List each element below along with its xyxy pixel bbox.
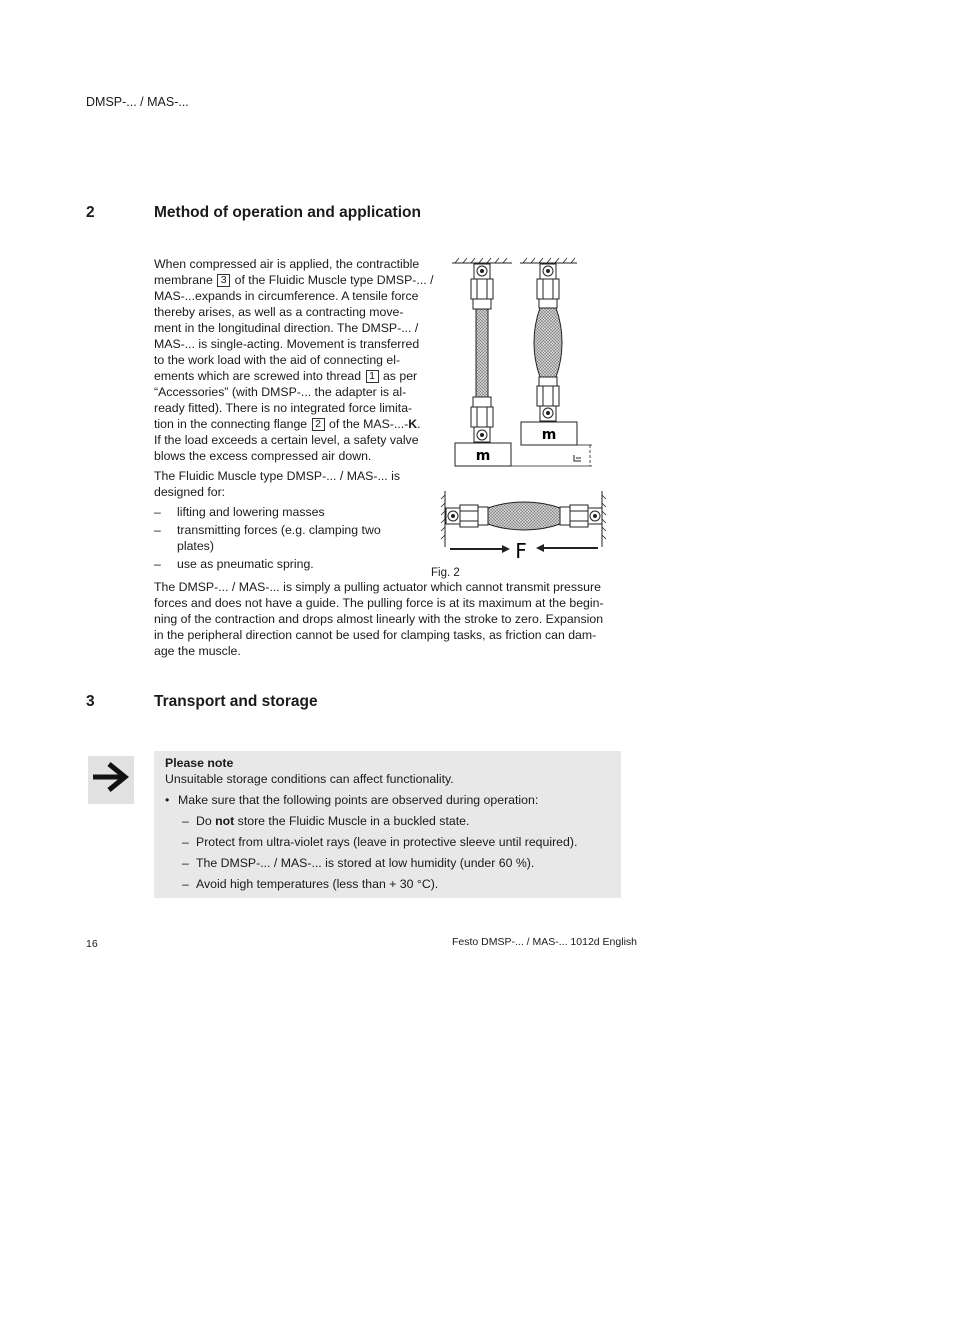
note-subitem-text: Avoid high temperatures (less than + 30 °C).	[196, 877, 439, 891]
section-number: 2	[86, 204, 95, 221]
text-line: to the work load with the aid of connecting el-	[154, 353, 401, 367]
text-fragment: membrane	[154, 273, 213, 287]
text-line: The DMSP-... / MAS-... is simply a pulling actuator which cannot transmit pressure	[154, 580, 601, 594]
text-line: The Fluidic Muscle type DMSP-... / MAS-... is	[154, 469, 400, 483]
note-intro: Unsuitable storage conditions can affect functionality.	[165, 772, 454, 786]
relaxed-muscle	[452, 258, 512, 466]
list-dash: –	[182, 877, 189, 891]
closing-paragraph	[154, 579, 624, 659]
list-dash: –	[182, 814, 189, 828]
note-subitem-text: Protect from ultra-violet rays (leave in protective sleeve until required).	[196, 835, 578, 849]
section-title: Transport and storage	[154, 693, 318, 710]
list-dash: –	[154, 505, 161, 519]
note-box	[154, 751, 621, 898]
note-subitem	[165, 834, 611, 850]
running-head: DMSP-... / MAS-...	[86, 95, 189, 109]
text-line: ment in the longitudinal direction. The DMSP-... /	[154, 321, 419, 335]
text-line: thereby arises, as well as a contracting move-	[154, 305, 404, 319]
text-line: in the peripheral direction cannot be used for clamping tasks, as friction can dam-	[154, 628, 597, 642]
list-dash: –	[182, 856, 189, 870]
text-line: MAS-... is single-acting. Movement is transferred	[154, 337, 420, 351]
section-title: Method of operation and application	[154, 204, 421, 221]
arrow-right-icon	[88, 756, 134, 804]
force-label: F	[515, 539, 527, 560]
list-item-text: lifting and lowering masses	[177, 505, 325, 519]
note-title: Please note	[165, 756, 234, 770]
note-subitem	[165, 855, 611, 871]
list-item	[154, 556, 404, 572]
text-fragment: .	[417, 417, 421, 431]
list-item	[154, 522, 404, 554]
list-item-text: use as pneumatic spring.	[177, 557, 314, 571]
text-line: ning of the contraction and drops almost linearly with the stroke to zero. Expansion	[154, 612, 604, 626]
designed-for-paragraph	[154, 468, 424, 500]
note-subitem	[165, 876, 611, 892]
list-item-text: transmitting forces (e.g. clamping two plates)	[177, 523, 381, 553]
text-line: MAS-...expands in circumference. A tensile force	[154, 289, 419, 303]
reference-number: 3	[217, 274, 230, 287]
list-item	[154, 504, 404, 520]
text-line: designed for:	[154, 485, 226, 499]
list-dash: –	[154, 557, 161, 571]
text-fragment: ements which are screwed into thread	[154, 369, 362, 383]
text-line	[154, 416, 444, 432]
note-subitem-text: The DMSP-... / MAS-... is stored at low humidity (under 60 %).	[196, 856, 535, 870]
note-bullet-text: Make sure that the following points are observed during operation:	[178, 793, 539, 807]
intro-paragraph	[154, 256, 444, 464]
uses-list	[154, 502, 404, 572]
note-bullet	[165, 792, 611, 808]
text-line: ready fitted). There is no integrated force limita-	[154, 401, 413, 415]
text-line: age the muscle.	[154, 644, 241, 658]
text-line: forces and does not have a guide. The pulling force is at its maximum at the begin-	[154, 596, 604, 610]
text-fragment: Do	[196, 814, 216, 828]
reference-number: 1	[366, 370, 379, 383]
section-number: 3	[86, 693, 95, 710]
note-subitem	[165, 813, 611, 829]
reference-number: 2	[312, 418, 325, 431]
text-line: If the load exceeds a certain level, a safety valve	[154, 433, 419, 447]
text-fragment: store the Fluidic Muscle in a buckled state.	[234, 814, 470, 828]
fluidic-muscle-figure	[440, 255, 610, 560]
page-number: 16	[86, 938, 98, 950]
footer-doc-id: Festo DMSP-... / MAS-... 1012d English	[452, 936, 637, 948]
text-line: When compressed air is applied, the contractible	[154, 257, 420, 271]
text-line: “Accessories” (with DMSP-... the adapter is al-	[154, 385, 407, 399]
text-fragment: of the Fluidic Muscle type DMSP-... /	[234, 273, 434, 287]
mass-label-right: m	[541, 427, 557, 443]
text-fragment: as per	[382, 369, 418, 383]
list-dash: –	[154, 523, 161, 537]
text-line	[154, 368, 444, 384]
bullet-glyph: •	[165, 793, 170, 807]
text-line	[154, 272, 444, 288]
bold-suffix: K	[408, 417, 418, 431]
mass-label-left: m	[475, 448, 491, 464]
figure-caption: Fig. 2	[431, 567, 460, 579]
text-fragment: of the MAS-...-	[329, 417, 409, 431]
text-fragment: tion in the connecting flange	[154, 417, 308, 431]
text-line: blows the excess compressed air down.	[154, 449, 372, 463]
bold-word: not	[215, 814, 235, 828]
list-dash: –	[182, 835, 189, 849]
note-arrow-icon	[88, 756, 134, 804]
